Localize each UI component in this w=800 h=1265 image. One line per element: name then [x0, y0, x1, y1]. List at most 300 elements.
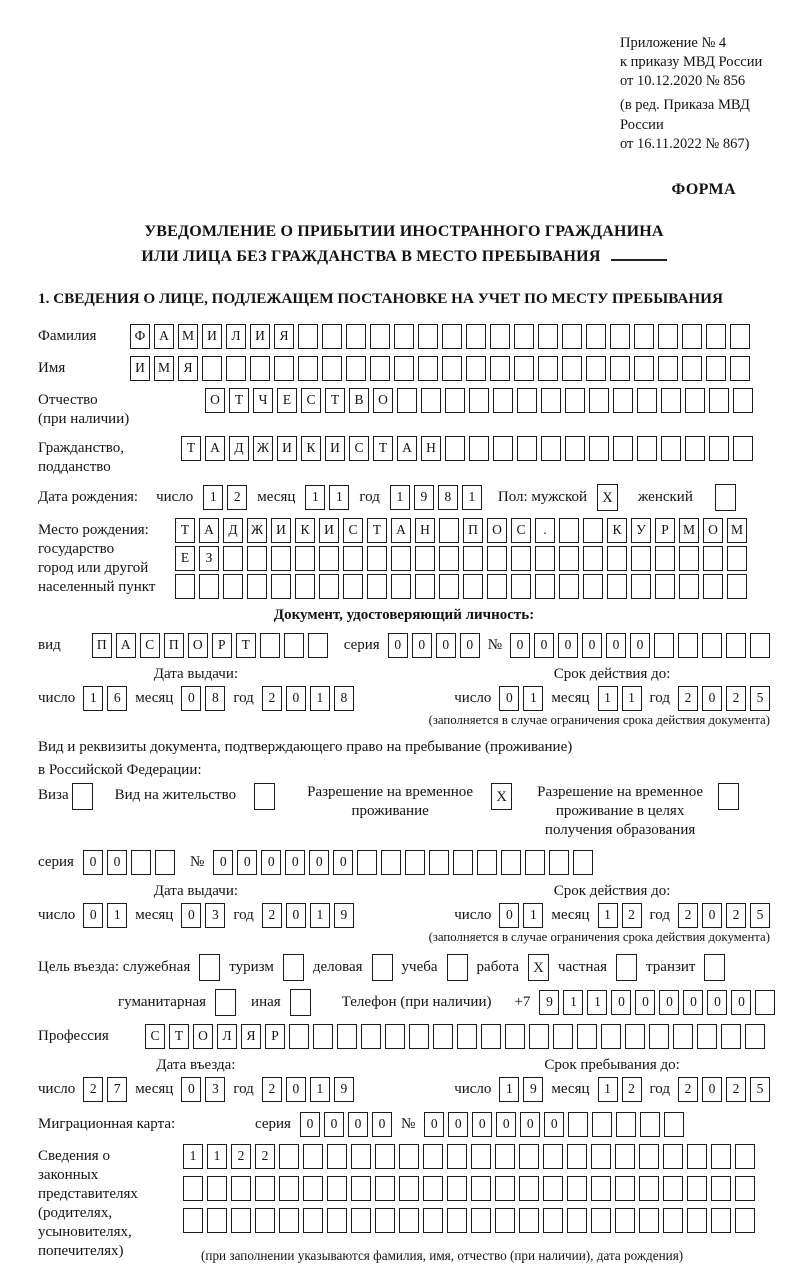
char-box: 0: [635, 990, 655, 1015]
char-box: [519, 1176, 539, 1201]
char-box: М: [727, 518, 747, 543]
char-box: 0: [472, 1112, 492, 1137]
birth-place-row: [38, 518, 770, 599]
char-box: [735, 1144, 755, 1169]
char-box: 0: [388, 633, 408, 658]
char-box: 0: [702, 686, 722, 711]
char-box: [514, 324, 534, 349]
business-checkbox: [372, 954, 393, 981]
number-sign: №: [189, 854, 205, 871]
char-box: [375, 1176, 395, 1201]
char-box: [679, 574, 699, 599]
char-box: 2: [262, 903, 282, 928]
transit-label: транзит: [646, 959, 696, 976]
char-box: Ф: [130, 324, 150, 349]
char-box: [541, 388, 561, 413]
forma-label: ФОРМА: [671, 180, 736, 198]
char-box: 9: [334, 903, 354, 928]
char-box: 0: [181, 903, 201, 928]
char-box: [538, 324, 558, 349]
char-box: [207, 1176, 227, 1201]
char-box: [559, 518, 579, 543]
char-box: 1: [305, 485, 325, 510]
char-box: [367, 574, 387, 599]
char-box: [519, 1208, 539, 1233]
surname-label: Фамилия: [38, 328, 97, 345]
edu-permit-checkbox: [718, 783, 739, 810]
char-box: [298, 356, 318, 381]
char-box: [131, 850, 151, 875]
surname-row: [38, 324, 770, 349]
stay-year-boxes: [678, 1077, 770, 1102]
appendix-line: Приложение № 4: [620, 35, 727, 51]
char-box: 0: [702, 903, 722, 928]
char-box: [685, 388, 705, 413]
identity-doc-heading: Документ, удостоверяющий личность:: [273, 607, 535, 624]
temp-permit-label: Разрешение на временное проживание: [307, 784, 474, 820]
amendment-line: от 16.11.2022 № 867): [620, 135, 750, 152]
char-box: [586, 356, 606, 381]
char-box: [639, 1208, 659, 1233]
char-box: 2: [262, 686, 282, 711]
doc-issue-year-boxes: [262, 686, 354, 711]
char-box: [445, 388, 465, 413]
char-box: [709, 436, 729, 461]
given-name-label: Имя: [38, 360, 66, 377]
char-box: [322, 356, 342, 381]
char-box: [735, 1176, 755, 1201]
char-box: 0: [683, 990, 703, 1015]
char-box: [155, 850, 175, 875]
char-box: Р: [212, 633, 232, 658]
char-box: [586, 324, 606, 349]
birth-place-boxes-group: [175, 518, 747, 599]
patronymic-row: [38, 388, 770, 429]
char-box: [370, 324, 390, 349]
char-box: [625, 1024, 645, 1049]
char-box: А: [205, 436, 225, 461]
char-box: [346, 324, 366, 349]
guardians-note: (при заполнении указываются фамилия, имя, отчество (при наличии), дата рождения): [201, 1248, 684, 1264]
char-box: [514, 356, 534, 381]
char-box: [568, 1112, 588, 1137]
char-box: [255, 1176, 275, 1201]
char-box: [351, 1208, 371, 1233]
char-box: [303, 1208, 323, 1233]
permit-valid-year-boxes: [678, 903, 770, 928]
char-box: [553, 1024, 573, 1049]
char-box: 5: [750, 903, 770, 928]
char-box: [319, 546, 339, 571]
profession-label: Профессия: [38, 1028, 109, 1045]
birth-place-label: Место рождения: государство город или другой населенный пункт: [38, 522, 156, 596]
char-box: [284, 633, 304, 658]
char-box: [447, 1144, 467, 1169]
char-box: Т: [373, 436, 393, 461]
char-box: Е: [277, 388, 297, 413]
birth-date-label: Дата рождения:: [38, 489, 139, 506]
char-box: Ж: [247, 518, 267, 543]
stay-until-heading: Срок пребывания до:: [544, 1057, 680, 1074]
doc-valid-col: [454, 665, 770, 711]
char-box: 2: [622, 1077, 642, 1102]
year-label: год: [233, 690, 254, 707]
char-box: [583, 518, 603, 543]
char-box: С: [145, 1024, 165, 1049]
char-box: [591, 1176, 611, 1201]
month-label: месяц: [135, 1081, 174, 1098]
stay-month-boxes: [598, 1077, 642, 1102]
char-box: [673, 1024, 693, 1049]
char-box: 0: [659, 990, 679, 1015]
char-box: 1: [462, 485, 482, 510]
sex-female-label: женский: [638, 489, 693, 506]
char-box: Л: [226, 324, 246, 349]
char-box: 0: [286, 1077, 306, 1102]
char-box: [271, 546, 291, 571]
char-box: С: [349, 436, 369, 461]
char-box: [439, 518, 459, 543]
char-box: Т: [229, 388, 249, 413]
char-box: [577, 1024, 597, 1049]
char-box: [637, 436, 657, 461]
char-box: 3: [205, 1077, 225, 1102]
char-box: [279, 1176, 299, 1201]
char-box: [591, 1144, 611, 1169]
char-box: [466, 356, 486, 381]
char-box: Т: [367, 518, 387, 543]
char-box: [471, 1208, 491, 1233]
char-box: И: [277, 436, 297, 461]
char-box: [493, 388, 513, 413]
char-box: 0: [107, 850, 127, 875]
migration-series-boxes: [300, 1112, 392, 1137]
char-box: [319, 574, 339, 599]
month-label: месяц: [551, 907, 590, 924]
char-box: 2: [622, 903, 642, 928]
section1-heading: 1. СВЕДЕНИЯ О ЛИЦЕ, ПОДЛЕЖАЩЕМ ПОСТАНОВКЕ НА УЧЕТ ПО МЕСТУ ПРЕБЫВАНИЯ: [38, 290, 723, 308]
citizenship-label: Гражданство, подданство: [38, 440, 125, 476]
profession-boxes: [145, 1024, 765, 1049]
month-label: месяц: [135, 690, 174, 707]
char-box: [559, 574, 579, 599]
char-box: [706, 356, 726, 381]
char-box: С: [511, 518, 531, 543]
day-label: число: [156, 489, 194, 506]
entry-date-heading: Дата въезда:: [156, 1057, 236, 1074]
year-label: год: [649, 907, 670, 924]
stay-until-col: [454, 1056, 770, 1102]
char-box: 0: [213, 850, 233, 875]
permit-series-boxes: [83, 850, 175, 875]
migration-card-label: Миграционная карта:: [38, 1116, 176, 1133]
business-label: деловая: [312, 959, 363, 976]
char-box: [469, 388, 489, 413]
char-box: 1: [499, 1077, 519, 1102]
char-box: [466, 324, 486, 349]
char-box: [591, 1208, 611, 1233]
char-box: [567, 1176, 587, 1201]
char-box: 5: [750, 1077, 770, 1102]
char-box: 2: [726, 903, 746, 928]
phone-prefix: +7: [514, 994, 531, 1011]
char-box: [231, 1176, 251, 1201]
given-name-row: [38, 356, 770, 381]
char-box: М: [679, 518, 699, 543]
char-box: [663, 1144, 683, 1169]
year-label: год: [233, 907, 254, 924]
char-box: [405, 850, 425, 875]
char-box: 0: [83, 850, 103, 875]
char-box: [391, 546, 411, 571]
char-box: 3: [205, 903, 225, 928]
visa-label: Виза: [38, 787, 69, 804]
form-title-line2: ИЛИ ЛИЦА БЕЗ ГРАЖДАНСТВА В МЕСТО ПРЕБЫВАНИЯ: [38, 245, 770, 270]
char-box: [501, 850, 521, 875]
char-box: [631, 574, 651, 599]
char-box: [687, 1208, 707, 1233]
tourism-checkbox: [283, 954, 304, 981]
char-box: [733, 388, 753, 413]
char-box: 1: [622, 686, 642, 711]
char-box: [538, 356, 558, 381]
char-box: Я: [241, 1024, 261, 1049]
char-box: [471, 1144, 491, 1169]
permit-issue-month-boxes: [181, 903, 225, 928]
tourism-label: туризм: [229, 959, 274, 976]
guardians-boxes-1: [183, 1144, 755, 1169]
char-box: И: [130, 356, 150, 381]
char-box: [433, 1024, 453, 1049]
char-box: 1: [310, 686, 330, 711]
amendment-line: (в ред. Приказа МВД России: [620, 97, 750, 133]
sex-male-label: Пол: мужской: [497, 489, 588, 506]
char-box: [610, 356, 630, 381]
char-box: [559, 546, 579, 571]
char-box: 0: [286, 686, 306, 711]
char-box: [615, 1144, 635, 1169]
temp-permit-checkbox: X: [491, 783, 512, 810]
char-box: [610, 324, 630, 349]
char-box: [357, 850, 377, 875]
char-box: 1: [183, 1144, 203, 1169]
doc-kind-row: [38, 633, 770, 658]
char-box: [351, 1176, 371, 1201]
male-checkbox: X: [597, 484, 618, 511]
entry-year-boxes: [262, 1077, 354, 1102]
char-box: [639, 1144, 659, 1169]
char-box: [541, 436, 561, 461]
char-box: [289, 1024, 309, 1049]
char-box: 1: [107, 903, 127, 928]
permit-issue-year-boxes: [262, 903, 354, 928]
doc-valid-month-boxes: [598, 686, 642, 711]
char-box: [543, 1144, 563, 1169]
issue-date-heading: Дата выдачи:: [153, 666, 239, 683]
char-box: Т: [169, 1024, 189, 1049]
char-box: [231, 1208, 251, 1233]
char-box: [260, 633, 280, 658]
char-box: [592, 1112, 612, 1137]
appendix-reference: [620, 34, 770, 154]
char-box: [685, 436, 705, 461]
char-box: [565, 388, 585, 413]
validity-note: (заполняется в случае ограничения срока действия документа): [428, 930, 770, 945]
char-box: О: [487, 518, 507, 543]
birth-place-boxes-2: [175, 546, 747, 571]
char-box: [733, 436, 753, 461]
char-box: [415, 546, 435, 571]
validity-note: (заполняется в случае ограничения срока действия документа): [428, 713, 770, 728]
char-box: А: [397, 436, 417, 461]
char-box: [658, 324, 678, 349]
permit-series-row: [38, 850, 770, 875]
char-box: [399, 1208, 419, 1233]
char-box: [562, 356, 582, 381]
char-box: 0: [424, 1112, 444, 1137]
char-box: Н: [421, 436, 441, 461]
char-box: А: [116, 633, 136, 658]
residence-permit-label: Вид на жительство: [114, 787, 237, 804]
char-box: [295, 574, 315, 599]
char-box: [711, 1144, 731, 1169]
doc-issue-col: [38, 665, 354, 711]
char-box: [343, 546, 363, 571]
private-checkbox: [616, 954, 637, 981]
char-box: Т: [236, 633, 256, 658]
char-box: 2: [227, 485, 247, 510]
char-box: [495, 1208, 515, 1233]
doc-kind-label: вид: [38, 637, 61, 654]
char-box: 0: [300, 1112, 320, 1137]
char-box: 1: [523, 686, 543, 711]
issue-date-heading: Дата выдачи:: [153, 883, 239, 900]
permit-number-boxes: [213, 850, 593, 875]
series-label: серия: [343, 637, 380, 654]
char-box: [495, 1176, 515, 1201]
permit-valid-month-boxes: [598, 903, 642, 928]
char-box: [583, 574, 603, 599]
citizenship-boxes: [181, 436, 753, 461]
study-label: учеба: [401, 959, 438, 976]
char-box: 0: [460, 633, 480, 658]
char-box: [370, 356, 390, 381]
char-box: 1: [329, 485, 349, 510]
char-box: [327, 1176, 347, 1201]
char-box: Т: [175, 518, 195, 543]
char-box: [313, 1024, 333, 1049]
profession-row: [38, 1024, 770, 1049]
char-box: [661, 436, 681, 461]
resident-doc-line1: Вид и реквизиты документа, подтверждающего право на пребывание (проживание): [38, 739, 573, 756]
day-label: число: [38, 907, 76, 924]
char-box: 0: [309, 850, 329, 875]
char-box: 0: [558, 633, 578, 658]
entry-month-boxes: [181, 1077, 225, 1102]
char-box: С: [301, 388, 321, 413]
char-box: [607, 546, 627, 571]
char-box: [706, 324, 726, 349]
char-box: [303, 1176, 323, 1201]
doc-kind-boxes: [92, 633, 328, 658]
char-box: [351, 1144, 371, 1169]
char-box: [655, 546, 675, 571]
char-box: [583, 546, 603, 571]
char-box: 0: [237, 850, 257, 875]
char-box: [655, 574, 675, 599]
doc-valid-year-boxes: [678, 686, 770, 711]
char-box: Я: [274, 324, 294, 349]
day-label: число: [38, 1081, 76, 1098]
char-box: 5: [750, 686, 770, 711]
char-box: [562, 324, 582, 349]
guardians-label: Сведения о законных представителях (родителях, усыновителях, попечителях): [38, 1148, 138, 1260]
char-box: 0: [702, 1077, 722, 1102]
char-box: П: [92, 633, 112, 658]
char-box: 1: [587, 990, 607, 1015]
char-box: 1: [598, 1077, 618, 1102]
char-box: [226, 356, 246, 381]
char-box: 0: [496, 1112, 516, 1137]
guardians-boxes-2: [183, 1176, 755, 1201]
char-box: [687, 1176, 707, 1201]
char-box: [447, 1176, 467, 1201]
char-box: Т: [181, 436, 201, 461]
char-box: [519, 1144, 539, 1169]
study-checkbox: [447, 954, 468, 981]
char-box: О: [188, 633, 208, 658]
char-box: Д: [229, 436, 249, 461]
char-box: [183, 1176, 203, 1201]
char-box: [415, 574, 435, 599]
char-box: 1: [598, 686, 618, 711]
char-box: Л: [217, 1024, 237, 1049]
char-box: Н: [415, 518, 435, 543]
char-box: [682, 356, 702, 381]
char-box: [439, 546, 459, 571]
char-box: [721, 1024, 741, 1049]
char-box: [361, 1024, 381, 1049]
char-box: [703, 546, 723, 571]
char-box: [616, 1112, 636, 1137]
migration-card-row: [38, 1112, 770, 1137]
char-box: 1: [523, 903, 543, 928]
char-box: [343, 574, 363, 599]
char-box: [274, 356, 294, 381]
stay-day-boxes: [499, 1077, 543, 1102]
char-box: [615, 1208, 635, 1233]
char-box: 0: [582, 633, 602, 658]
char-box: 0: [181, 686, 201, 711]
char-box: [517, 436, 537, 461]
year-label: год: [233, 1081, 254, 1098]
char-box: [658, 356, 678, 381]
char-box: 0: [324, 1112, 344, 1137]
char-box: [493, 436, 513, 461]
valid-until-heading: Срок действия до:: [553, 883, 671, 900]
char-box: [726, 633, 746, 658]
char-box: [399, 1144, 419, 1169]
char-box: 0: [510, 633, 530, 658]
surname-boxes: [130, 324, 750, 349]
char-box: [640, 1112, 660, 1137]
char-box: [442, 356, 462, 381]
birth-date-row: [38, 484, 770, 511]
char-box: [223, 574, 243, 599]
char-box: П: [463, 518, 483, 543]
char-box: [679, 546, 699, 571]
char-box: 1: [310, 903, 330, 928]
